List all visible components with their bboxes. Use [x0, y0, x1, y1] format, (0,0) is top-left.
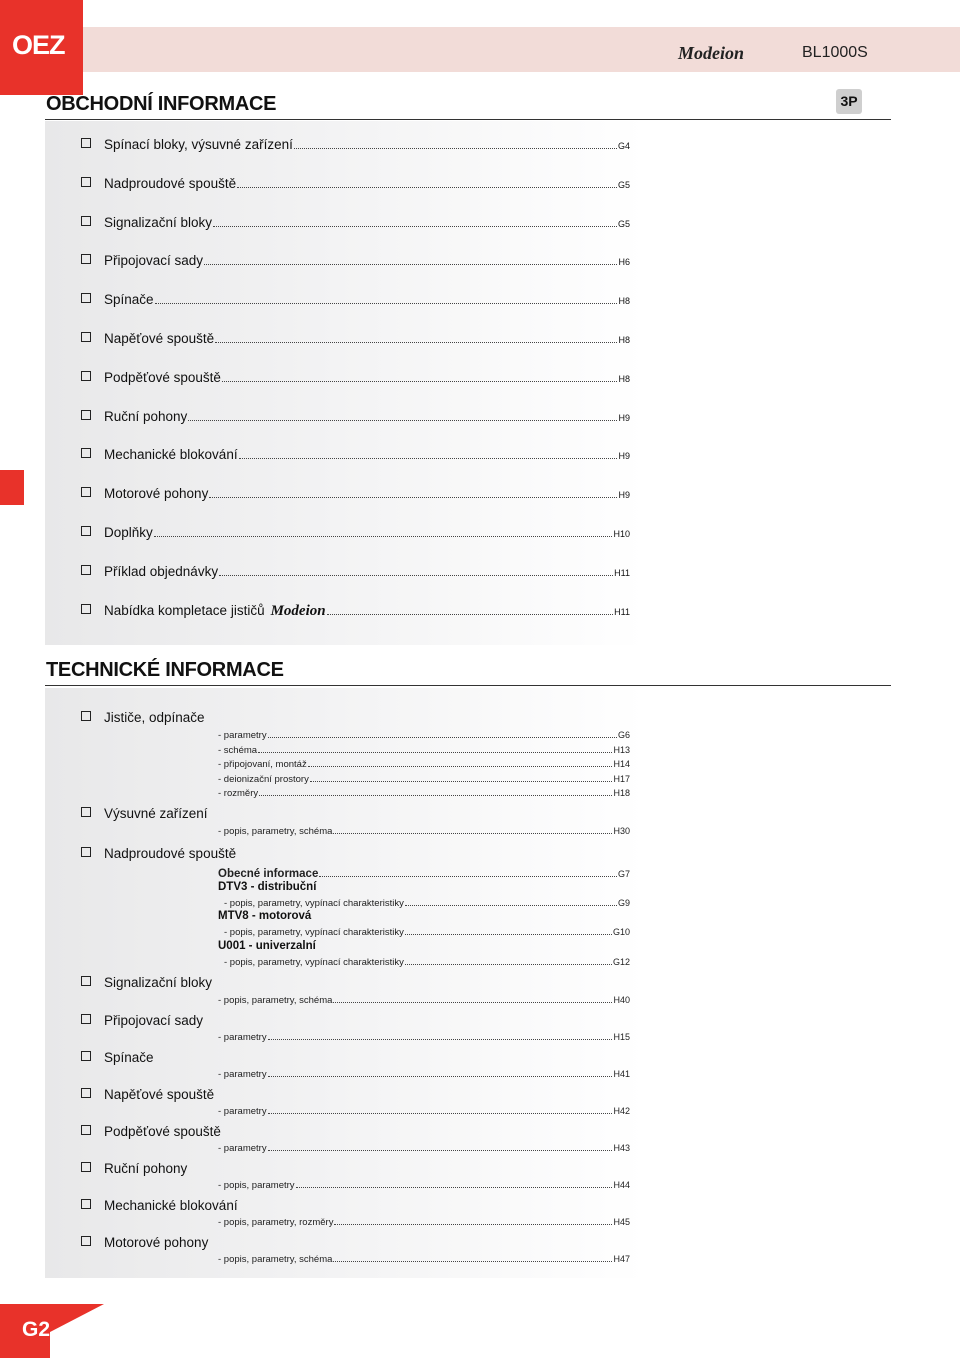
pole-badge: 3P: [836, 89, 862, 114]
checkbox-icon: [81, 177, 91, 187]
toc-entry[interactable]: [81, 447, 630, 462]
group-label: Mechanické blokování: [104, 1198, 238, 1213]
sub-label: - parametry: [218, 1069, 267, 1080]
dot-leader: [327, 614, 614, 615]
oez-logo: [0, 0, 83, 95]
technicke-rule: [45, 685, 891, 686]
sub-entry[interactable]: [218, 1180, 630, 1191]
sub-entry[interactable]: [218, 730, 630, 741]
tech-group-heading[interactable]: [81, 975, 212, 990]
sub-label: - schéma: [218, 744, 258, 756]
checkbox-icon: [81, 1051, 91, 1061]
side-marker: [0, 470, 24, 505]
dot-leader: [259, 795, 612, 796]
tech-group-heading[interactable]: [81, 1161, 187, 1176]
dot-leader: [296, 1187, 613, 1188]
group-label: Napěťové spouště: [104, 1087, 215, 1102]
dot-leader: [222, 381, 618, 382]
entry-label: Spínače: [104, 292, 154, 307]
dot-leader: [239, 458, 618, 459]
entry-page: H10: [613, 529, 630, 539]
checkbox-icon: [81, 1162, 91, 1172]
entry-page: H9: [618, 490, 630, 500]
sub-page: H15: [613, 1032, 630, 1042]
sub-page: H47: [613, 1254, 630, 1264]
sub-label: - popis, parametry, rozměry: [218, 1217, 334, 1228]
sub-entry[interactable]: [218, 826, 630, 837]
group-label: Jističe, odpínače: [104, 710, 205, 725]
sub-label: - připojovaní, montáž: [218, 759, 307, 771]
sub-page: H14: [613, 759, 630, 770]
sub-page: H42: [613, 1106, 630, 1116]
sub-entry[interactable]: [218, 759, 630, 770]
toc-entry[interactable]: [81, 253, 630, 268]
entry-label: Ruční pohony: [104, 409, 188, 424]
toc-entry[interactable]: [81, 525, 630, 540]
dot-leader: [219, 575, 613, 576]
sub-heading: DTV3 - distribuční: [218, 880, 317, 893]
sub-label: - rozměry: [218, 788, 259, 800]
sub-label: Obecné informace: [218, 868, 319, 880]
checkbox-icon: [81, 565, 91, 575]
sub-page: H41: [613, 1069, 630, 1079]
logo-text: OEZ: [12, 30, 65, 60]
toc-entry[interactable]: [81, 176, 630, 191]
group-label: Signalizační bloky: [104, 975, 213, 990]
dot-leader: [213, 226, 617, 227]
dot-leader: [333, 833, 612, 834]
entry-label: Signalizační bloky: [104, 215, 213, 230]
entry-page: H8: [618, 374, 630, 384]
checkbox-icon: [81, 976, 91, 986]
toc-entry[interactable]: [81, 292, 630, 307]
sub-entry[interactable]: [218, 868, 630, 880]
tech-group-heading[interactable]: [81, 710, 205, 725]
toc-entry[interactable]: [81, 409, 630, 424]
dot-leader: [237, 187, 617, 188]
group-label: Podpěťové spouště: [104, 1124, 221, 1139]
tech-group-heading[interactable]: [81, 1013, 203, 1028]
checkbox-icon: [81, 138, 91, 148]
brand-inline: Modeion: [270, 603, 326, 619]
toc-entry[interactable]: [81, 370, 630, 385]
sub-entry[interactable]: [218, 1254, 630, 1265]
sub-entry[interactable]: [218, 788, 630, 799]
tech-group-heading[interactable]: [81, 1198, 238, 1213]
sub-page: H18: [613, 788, 630, 799]
sub-heading: MTV8 - motorová: [218, 910, 312, 922]
checkbox-icon: [81, 216, 91, 226]
sub-heading: U001 - univerzalní: [218, 939, 316, 952]
sub-label: - popis, parametry, vypínací charakteristiky: [224, 897, 404, 909]
entry-label: Nadproudové spouště: [104, 176, 237, 191]
entry-page: H8: [618, 335, 630, 345]
sub-entry[interactable]: [224, 898, 630, 909]
entry-page: G5: [617, 219, 630, 229]
dot-leader: [268, 1150, 613, 1151]
entry-page: H9: [618, 413, 630, 423]
sub-entry[interactable]: [218, 1032, 630, 1043]
dot-leader: [204, 264, 617, 265]
dot-leader: [334, 1224, 612, 1225]
checkbox-icon: [81, 448, 91, 458]
dot-leader: [308, 766, 613, 767]
dot-leader: [405, 964, 612, 965]
dot-leader: [155, 303, 618, 304]
sub-entry[interactable]: [218, 1143, 630, 1154]
dot-leader: [310, 781, 613, 782]
sub-entry[interactable]: [218, 995, 630, 1006]
group-label: Spínače: [104, 1050, 154, 1065]
dot-leader: [268, 737, 617, 738]
dot-leader: [333, 1002, 612, 1003]
checkbox-icon: [81, 293, 91, 303]
sub-entry[interactable]: [218, 1217, 630, 1228]
sub-page: G10: [612, 927, 630, 937]
sub-entry[interactable]: [218, 745, 630, 756]
model-name: BL1000S: [802, 44, 868, 61]
brand-name: Modeion: [678, 43, 745, 63]
entry-label: Mechanické blokování: [104, 447, 238, 462]
tech-group-heading[interactable]: [81, 846, 236, 861]
checkbox-icon: [81, 1088, 91, 1098]
group-label: Motorové pohony: [104, 1235, 209, 1250]
dot-leader: [215, 342, 617, 343]
checkbox-icon: [81, 254, 91, 264]
obchodni-title: OBCHODNÍ INFORMACE: [46, 93, 277, 115]
checkbox-icon: [81, 332, 91, 342]
tech-group-heading[interactable]: [81, 1050, 154, 1065]
sub-label: - parametry: [218, 1106, 267, 1117]
dot-leader: [405, 934, 612, 935]
entry-label: Nabídka kompletace jističů: [104, 603, 265, 618]
sub-page: G6: [617, 730, 630, 740]
obchodni-rule: [45, 119, 891, 120]
dot-leader: [294, 148, 617, 149]
sub-entry[interactable]: [218, 774, 630, 785]
toc-entry[interactable]: [81, 603, 630, 620]
sub-page: H45: [613, 1217, 630, 1227]
sub-page: H44: [613, 1180, 630, 1190]
sub-label: - popis, parametry: [218, 1180, 295, 1191]
checkbox-icon: [81, 1125, 91, 1135]
sub-entry[interactable]: [218, 1069, 630, 1080]
entry-label: Doplňky: [104, 525, 153, 540]
sub-page: G12: [612, 956, 630, 967]
checkbox-icon: [81, 371, 91, 381]
dot-leader: [319, 876, 617, 877]
dot-leader: [258, 752, 612, 753]
sub-label: - parametry: [218, 1143, 267, 1154]
checkbox-icon: [81, 847, 91, 857]
dot-leader: [209, 497, 617, 498]
sub-label: - popis, parametry, schéma: [218, 1254, 333, 1265]
technicke-title: TECHNICKÉ INFORMACE: [46, 659, 284, 681]
entry-label: Spínací bloky, výsuvné zařízení: [104, 137, 293, 152]
checkbox-icon: [81, 1014, 91, 1024]
entry-label: Podpěťové spouště: [104, 370, 221, 385]
toc-entry[interactable]: [81, 486, 630, 501]
entry-page: H11: [614, 607, 630, 617]
toc-entry[interactable]: [81, 137, 630, 152]
tech-group-heading[interactable]: [81, 806, 208, 821]
toc-entry[interactable]: [81, 564, 630, 579]
sub-label: - popis, parametry, schéma: [218, 826, 333, 837]
sub-page: H13: [613, 744, 630, 755]
entry-page: H6: [618, 257, 630, 267]
dot-leader: [268, 1113, 613, 1114]
sub-label: - deionizační prostory: [218, 773, 309, 785]
sub-page: H43: [613, 1143, 630, 1153]
sub-label: - popis, parametry, vypínací charakteristiky: [224, 956, 404, 968]
checkbox-icon: [81, 711, 91, 721]
entry-page: G5: [617, 180, 630, 190]
sub-label: - popis, parametry, schéma: [218, 995, 333, 1006]
entry-label: Napěťové spouště: [104, 331, 215, 346]
checkbox-icon: [81, 604, 91, 614]
sub-entry[interactable]: [224, 927, 630, 938]
tech-group-heading[interactable]: [81, 1124, 221, 1139]
dot-leader: [188, 420, 617, 421]
checkbox-icon: [81, 487, 91, 497]
entry-page: H9: [618, 451, 630, 461]
tech-group-heading[interactable]: [81, 1235, 208, 1250]
dot-leader: [405, 905, 617, 906]
sub-entry[interactable]: [218, 1106, 630, 1117]
entry-page: H8: [618, 296, 630, 306]
sub-page: H17: [613, 773, 630, 784]
group-label: Nadproudové spouště: [104, 846, 237, 861]
dot-leader: [268, 1039, 613, 1040]
dot-leader: [333, 1261, 612, 1262]
dot-leader: [268, 1076, 613, 1077]
entry-label: Motorové pohony: [104, 486, 209, 501]
checkbox-icon: [81, 1236, 91, 1246]
checkbox-icon: [81, 526, 91, 536]
sub-page: G7: [617, 869, 630, 879]
toc-entry[interactable]: [81, 215, 630, 230]
sub-page: H30: [613, 826, 630, 836]
entry-page: G4: [617, 141, 630, 151]
dot-leader: [154, 536, 613, 537]
sub-label: - popis, parametry, vypínací charakteristiky: [224, 927, 404, 938]
entry-label: Příklad objednávky: [104, 564, 219, 579]
tech-group-heading[interactable]: [81, 1087, 214, 1102]
page-number: G2: [22, 1318, 51, 1341]
sub-entry[interactable]: [224, 957, 630, 968]
entry-label: Připojovací sady: [104, 253, 204, 268]
group-label: Výsuvné zařízení: [104, 806, 208, 821]
sub-page: G9: [617, 897, 630, 908]
checkbox-icon: [81, 410, 91, 420]
group-label: Připojovací sady: [104, 1013, 204, 1028]
toc-entry[interactable]: [81, 331, 630, 346]
sub-page: H40: [613, 995, 630, 1005]
checkbox-icon: [81, 807, 91, 817]
entry-page: H11: [614, 568, 630, 578]
group-label: Ruční pohony: [104, 1161, 188, 1176]
sub-label: - parametry: [218, 730, 267, 741]
checkbox-icon: [81, 1199, 91, 1209]
sub-label: - parametry: [218, 1032, 267, 1043]
